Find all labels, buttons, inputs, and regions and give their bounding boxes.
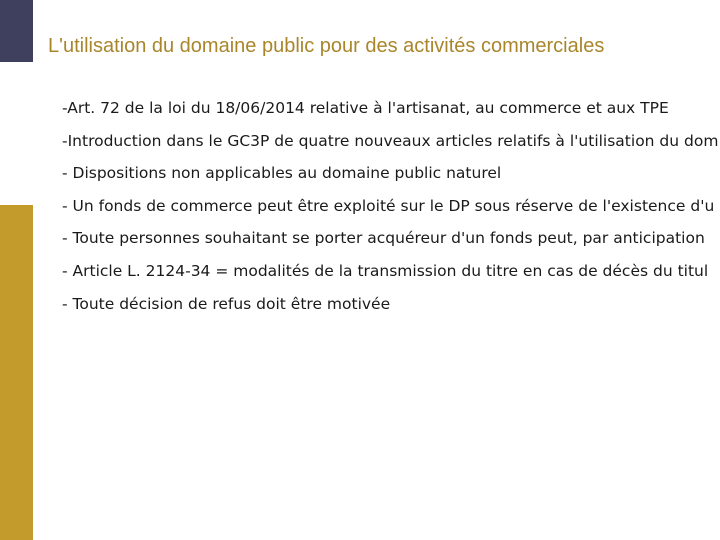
bullet-item: - Article L. 2124-34 = modalités de la transmission du titre en cas de décès du titul: [62, 261, 709, 280]
bullet-item: - Dispositions non applicables au domaine public naturel: [62, 164, 502, 183]
bullet-item: -Art. 72 de la loi du 18/06/2014 relative à l'artisanat, au commerce et aux TPE: [62, 99, 669, 117]
bullet-item: - Toute décision de refus doit être motivée: [62, 294, 391, 313]
accent-bar-top: [0, 0, 33, 62]
slide-title: L'utilisation du domaine public pour des activités commerciales: [48, 35, 605, 57]
accent-bar-bottom: [0, 205, 33, 540]
bullet-item: - Toute personnes souhaitant se porter acquéreur d'un fonds peut, par anticipation: [62, 229, 705, 248]
bullet-list: [62, 95, 720, 323]
bullet-item: -Introduction dans le GC3P de quatre nouveaux articles relatifs à l'utilisation du dom: [62, 131, 719, 150]
bullet-item: - Un fonds de commerce peut être exploité sur le DP sous réserve de l'existence d'u: [62, 196, 715, 215]
